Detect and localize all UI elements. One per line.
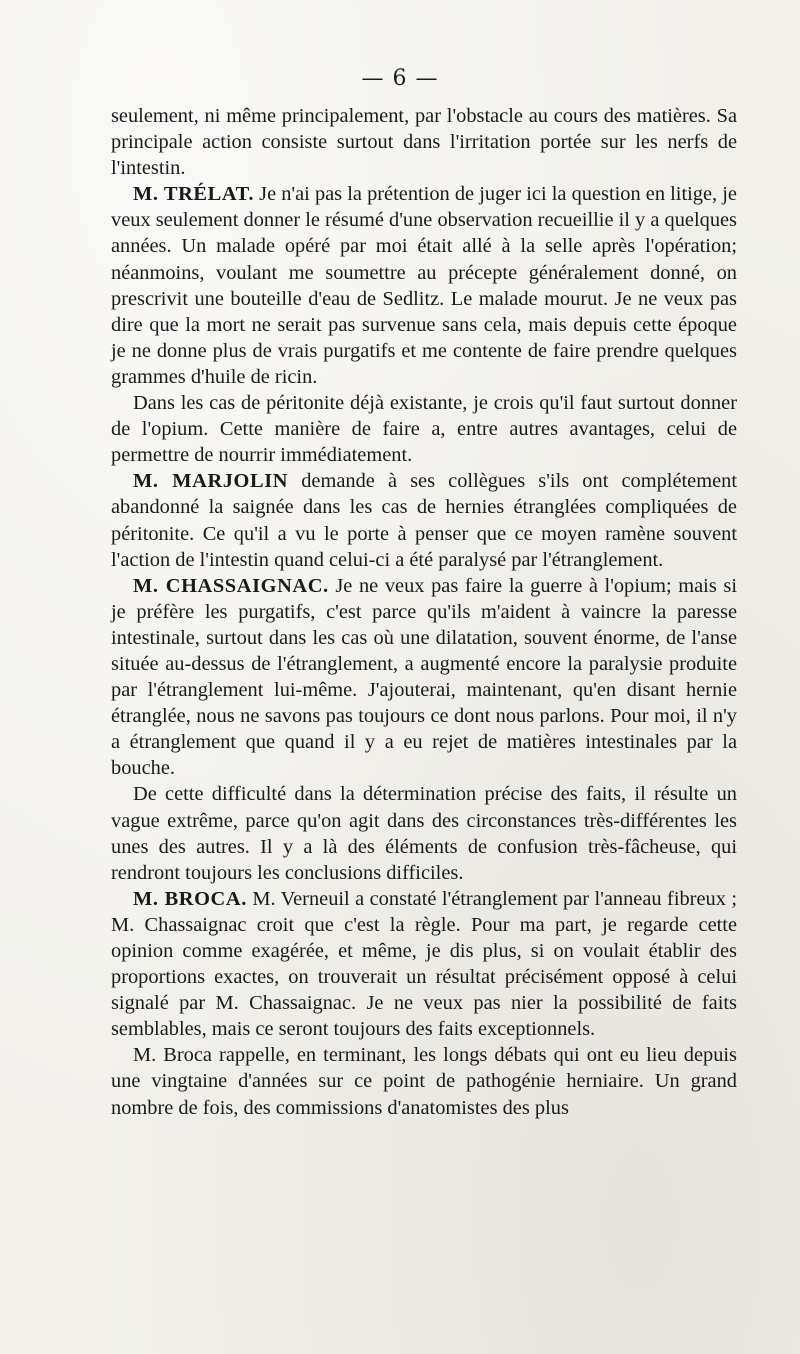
paragraph-text: Je ne veux pas faire la guerre à l'opium; mais si je préfère les purgatifs, c'est parce qu'ils m'aident à vaincre la paresse intestinale, surtout dans les cas où une dilatation, souvent énorme, de l'anse située au-dessus de l'étranglement, a augmenté encore la paralysie produite par l'étranglement lui-même. J'ajouterai, maintenant, qu'en disant hernie étranglée, nous ne savons pas toujours ce dont nous parlons. Pour moi, il n'y a étranglement que quand il y a eu rejet de matières intestinales par la bouche. [111, 574, 737, 780]
paragraph-text: Je n'ai pas la prétention de juger ici la question en litige, je veux seulement donner le résumé d'une observation recueillie il y a quelques années. Un malade opéré par moi était allé à la selle après l'opération; néanmoins, voulant me soumettre au précepte généralement donné, on prescrivit une bouteille d'eau de Sedlitz. Le malade mourut. Je ne veux pas dire que la mort ne serait pas survenue sans cela, mais depuis cette époque je ne donne plus de vrais purgatifs et me contente de faire prendre quelques grammes d'huile de ricin. [111, 183, 737, 388]
paragraph-1 [111, 103, 737, 181]
speaker-name: M. CHASSAIGNAC. [133, 574, 329, 597]
paragraph-2 [111, 181, 737, 390]
paragraph-text: seulement, ni même principalement, par l'obstacle au cours des matières. Sa principale action consiste surtout dans l'irritation portée sur les nerfs de l'intestin. [111, 105, 737, 180]
paragraph-text: demande à ses collègues s'ils ont complétement abandonné la saignée dans les cas de hernies étranglées compliquées de péritonite. Ce qu'il a vu le porte à penser que ce moyen ramène souvent l'action de l'intestin quand celui-ci a été paralysé par l'étranglement. [111, 470, 737, 571]
speaker-name: M. TRÉLAT. [133, 183, 255, 206]
paragraph-text: M. Broca rappelle, en terminant, les longs débats qui ont eu lieu depuis une vingtaine d'années sur ce point de pathogénie herniaire. Un grand nombre de fois, des commissions d'anatomistes des plus [111, 1044, 737, 1119]
paragraph-7 [111, 886, 737, 1043]
paragraph-text: Dans les cas de péritonite déjà existante, je crois qu'il faut surtout donner de l'opium. Cette manière de faire a, entre autres avantages, celui de permettre de nourrir immédiatement. [111, 392, 737, 467]
paragraph-8 [111, 1042, 737, 1120]
page-number: — 6 — [361, 66, 439, 91]
body-text [111, 103, 737, 1121]
speaker-name: M. MARJOLIN [133, 470, 289, 493]
paragraph-6 [111, 781, 737, 885]
paragraph-text: De cette difficulté dans la détermination précise des faits, il résulte un vague extrême, parce qu'on agit dans des circonstances très-différentes les unes des autres. Il y a là des éléments de confusion très-fâcheuse, qui rendront toujours les conclusions difficiles. [111, 783, 737, 884]
paragraph-5 [111, 573, 737, 782]
paragraph-text: M. Verneuil a constaté l'étranglement par l'anneau fibreux ; M. Chassaignac croit que c'est la règle. Pour ma part, je regarde cette opinion comme exagérée, et même, je dis plus, si on voulait établir des proportions exactes, on trouverait un résultat précisément opposé à celui signalé par M. Chassaignac. Je ne veux pas nier la possibilité de faits semblables, mais ce seront toujours des faits exceptionnels. [111, 887, 738, 1041]
paragraph-4 [111, 468, 737, 572]
paragraph-3 [111, 390, 737, 468]
speaker-name: M. BROCA. [133, 887, 247, 910]
